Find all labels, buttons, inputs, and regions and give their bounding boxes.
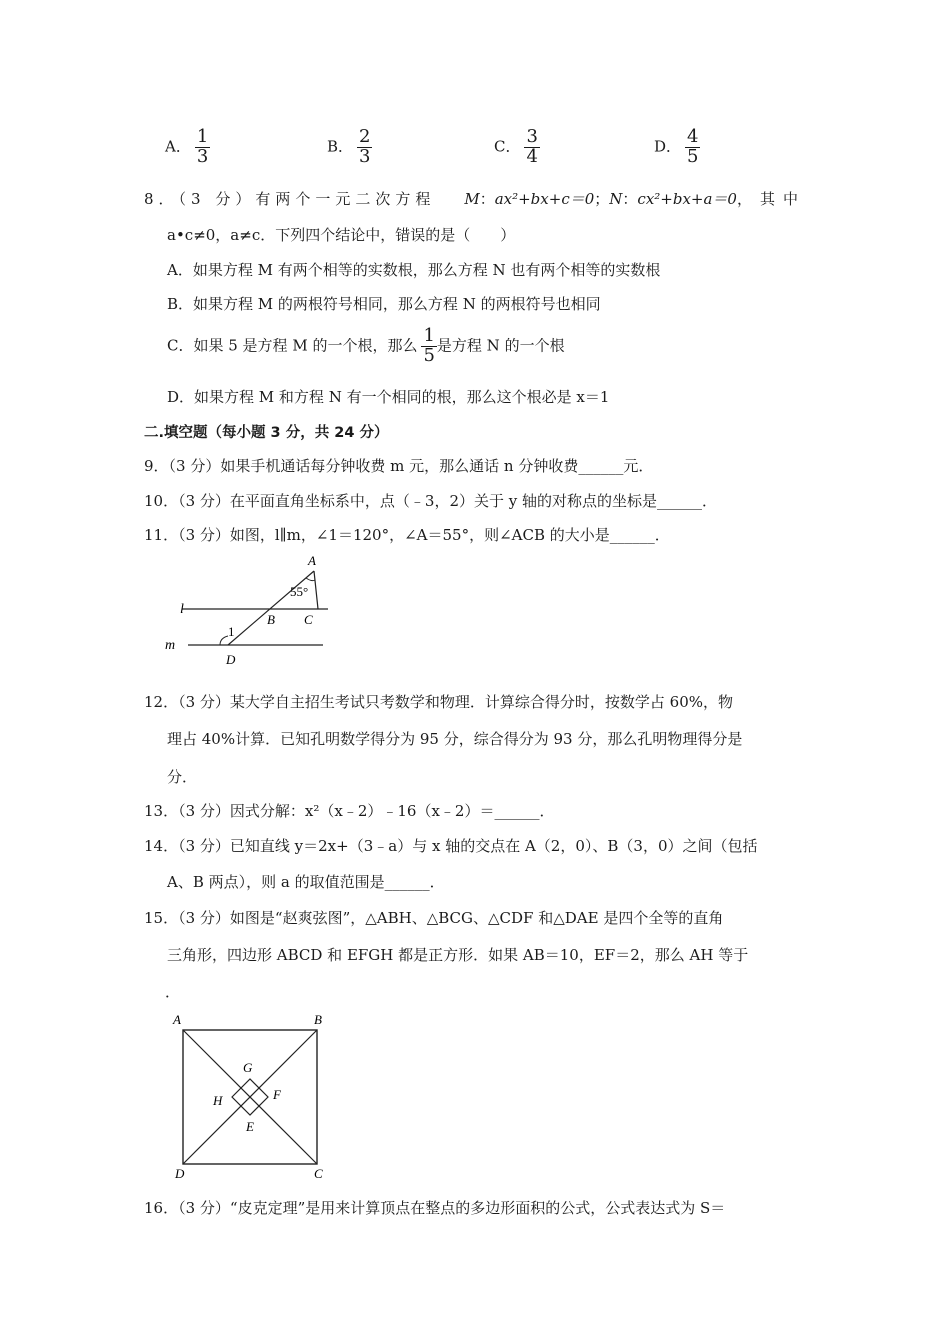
fraction: $\frac{4}{5}$: [687, 126, 699, 167]
q12-line2: 理占 40%计算．已知孔明数学得分为 95 分，综合得分为 93 分，那么孔明物理得分是: [167, 730, 743, 748]
q7-option-b: B． $\frac{2}{3}$: [327, 126, 371, 167]
label-d: D: [226, 652, 236, 667]
q8-option-d: D．如果方程 M 和方程 N 有一个相同的根，那么这个根必是 x＝1: [167, 388, 610, 406]
angle-a-arc: [306, 578, 315, 581]
q12-line3: 分．: [167, 768, 198, 786]
q11-figure: [160, 552, 340, 672]
label-angle-a: 55°: [290, 584, 309, 599]
q7-option-a: A． $\frac{1}{3}$: [165, 126, 209, 167]
label-d: D: [175, 1166, 185, 1181]
label-g: G: [243, 1060, 253, 1075]
q8-condition: a•c≠0，a≠c．下列四个结论中，错误的是（ ）: [167, 226, 516, 244]
q10: 10．（3 分）在平面直角坐标系中，点（﹣3，2）关于 y 轴的对称点的坐标是______．: [144, 492, 717, 510]
q11: 11．（3 分）如图，l∥m，∠1＝120°，∠A＝55°，则∠ACB 的大小是______．: [144, 526, 670, 544]
label-c: C: [304, 612, 313, 627]
q8-option-b: B．如果方程 M 的两根符号相同，那么方程 N 的两根符号也相同: [167, 295, 601, 313]
segment-ac: [314, 571, 318, 609]
q15-line3: ．: [165, 983, 181, 1001]
q12-line1: 12．（3 分）某大学自主招生考试只考数学和物理．计算综合得分时，按数学占 60%，物: [144, 693, 734, 711]
label-h: H: [213, 1093, 223, 1108]
q14-line1: 14．（3 分）已知直线 y＝2x+（3﹣a）与 x 轴的交点在 A（2，0）、B（3，0）之间（包括: [144, 837, 758, 855]
fraction: $\frac{1}{3}$: [196, 126, 209, 167]
q15-figure: [165, 1008, 355, 1183]
label-a: A: [308, 553, 316, 568]
fraction: $\frac{2}{3}$: [359, 126, 371, 167]
q7-option-d: D． $\frac{4}{5}$: [654, 126, 699, 167]
section-heading: 二.填空题（每小题 3 分，共 24 分）: [144, 425, 389, 441]
fraction: $\frac{3}{4}$: [526, 126, 538, 167]
label-l: l: [180, 602, 184, 617]
label-m: m: [165, 638, 176, 653]
q15-line1: 15．（3 分）如图是“赵爽弦图”，△ABH、△BCG、△CDF 和△DAE 是四个全等的直角: [144, 909, 724, 927]
q8-option-c: C．如果 5 是方程 M 的一个根，那么 $\frac{1}{5}$ 是方程 N 的一个根: [167, 325, 565, 366]
segment-da: [228, 571, 314, 645]
label-1: 1: [228, 624, 235, 639]
label-f: F: [273, 1087, 281, 1102]
angle-1-arc: [220, 636, 228, 645]
label-a: A: [173, 1012, 181, 1027]
fraction: $\frac{1}{5}$: [423, 325, 435, 366]
q9: 9．（3 分）如果手机通话每分钟收费 m 元，那么通话 n 分钟收费______元．: [144, 457, 654, 475]
q16: 16．（3 分）“皮克定理”是用来计算顶点在整点的多边形面积的公式，公式表达式为 S＝: [144, 1199, 726, 1217]
q15-line2: 三角形，四边形 ABCD 和 EFGH 都是正方形．如果 AB＝10，EF＝2，那么 AH 等于: [167, 946, 749, 964]
q8-stem: 8．（3 分）有两个一元二次方程 M：ax²+bx+c＝0；N：cx²+bx+a＝0，其中: [144, 190, 806, 208]
label-e: E: [246, 1119, 254, 1134]
label-b: B: [314, 1012, 322, 1027]
label-b: B: [267, 612, 275, 627]
q13: 13．（3 分）因式分解：x²（x﹣2）﹣16（x﹣2）＝______．: [144, 802, 555, 820]
label-c: C: [314, 1166, 323, 1181]
q14-line2: A、B 两点），则 a 的取值范围是______．: [167, 873, 445, 891]
q8-option-a: A．如果方程 M 有两个相等的实数根，那么方程 N 也有两个相等的实数根: [167, 261, 661, 279]
q7-option-c: C． $\frac{3}{4}$: [494, 126, 538, 167]
